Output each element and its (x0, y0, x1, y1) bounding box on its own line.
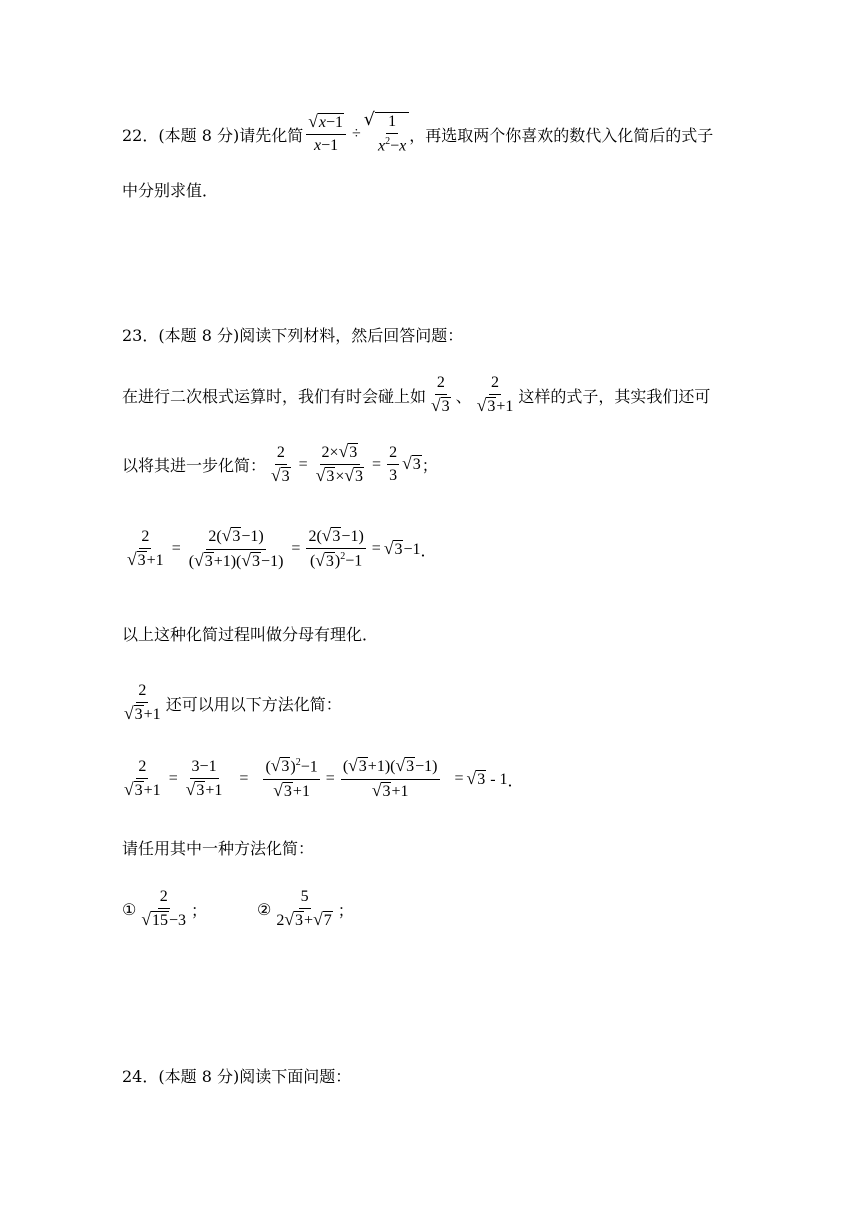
q23-task: 请任用其中一种方法化简： (122, 839, 315, 858)
frac-2-over-sqrt3-plus1: 2 √ 3 +1 (476, 374, 514, 416)
task1-fraction: 2 √ 15 −3 (141, 888, 187, 930)
q23-intro: 在进行二次根式运算时，我们有时会碰上如 2 √ 3 、 2 √ 3 +1 这样的式子，其实我们还可 (122, 374, 711, 416)
q24-title: 24．(本题 8 分)阅读下面问题： (122, 1067, 352, 1086)
q22-prefix: 22．(本题 8 分)请先化简 (122, 125, 304, 145)
q23-step2: 2 √ 3 +1 = 2( √ 3 −1) ( √ 3 +1)( √ 3 −1) = 2( √ 3 −1) ( √ 3 )$^2$−1 = √ 3 −1 ． (127, 525, 437, 570)
task2-fraction: 5 2 √ 3 + √ 7 (276, 888, 332, 930)
q23-step1: 以将其进一步化简： 2 √ 3 = 2× √ 3 √ 3 × √ 3 = $\frac{2}{3}$ √ 3 ； (122, 441, 438, 486)
q23-step3: 2 √ 3 +1 = 3−1 √ 3 +1 = ( √ 3 )$^2$−1 √ 3 +1 = ( √ 3 +1)( √ 3 −1) √ 3 +1 = √ 3 - 1 ． (124, 755, 524, 800)
q22-sqrt-fraction: √ $\frac{1}{x^2-x}$ (364, 112, 409, 156)
q23-rationalize-note: 以上这种化简过程叫做分母有理化． (122, 625, 379, 644)
q23-title: 23．(本题 8 分)阅读下列材料，然后回答问题： (122, 326, 464, 345)
q22-line2: 中分别求值． (122, 181, 219, 200)
q22-line1: 22．(本题 8 分)请先化简 √ x−1 x−1 ÷ √ $\frac{1}{x^2-x}$ ，再选取两个你喜欢的数代入化简后的式子 (122, 110, 714, 155)
q23-alt-method: 2 √ 3 +1 还可以用以下方法化简： (124, 682, 342, 724)
q23-task-items: ① 2 √ 15 −3 ； ② 5 2 √ 3 + √ 7 ； (122, 888, 354, 930)
q22-suffix: ，再选取两个你喜欢的数代入化简后的式子 (409, 125, 714, 145)
q22-fraction: √ x−1 x−1 (306, 113, 346, 156)
frac-2-over-sqrt3: 2 √ 3 (431, 374, 450, 416)
